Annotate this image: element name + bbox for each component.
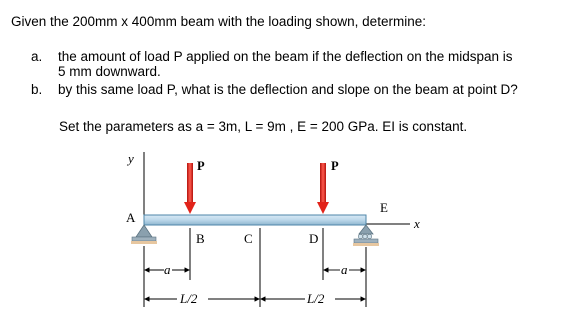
- item-b-text: by this same load P, what is the deflection and slope on the beam at point D?: [58, 82, 518, 97]
- parameters-text: Set the parameters as a = 3m, L = 9m , E = 200 GPa. EI is constant.: [59, 119, 468, 134]
- x-axis-label: x: [414, 216, 420, 231]
- point-label-a: A: [126, 210, 136, 225]
- load-label-b: P: [197, 159, 205, 173]
- item-a-text-line1: the amount of load P applied on the beam if the deflection on the midspan is: [58, 49, 513, 64]
- load-arrow-d: [317, 163, 329, 214]
- point-label-b: B: [196, 231, 205, 246]
- item-a-text-line2: 5 mm downward.: [58, 64, 161, 79]
- load-label-d: P: [331, 159, 339, 173]
- dim-half-left-label: L/2: [180, 291, 198, 306]
- roller-support-right: [353, 225, 379, 246]
- dim-a-right-label: a: [341, 262, 348, 277]
- pin-support-left: [131, 225, 157, 244]
- dim-a-left-label: a: [164, 262, 171, 277]
- point-label-c: C: [244, 231, 253, 246]
- item-b-marker: b.: [31, 82, 43, 97]
- point-label-d: D: [309, 231, 319, 246]
- dim-half-right-label: L/2: [307, 291, 325, 306]
- point-label-e: E: [380, 200, 388, 215]
- problem-intro: Given the 200mm x 400mm beam with the loading shown, determine:: [11, 14, 426, 29]
- load-arrow-b: [184, 163, 196, 214]
- y-axis-label: y: [128, 151, 134, 166]
- item-a-marker: a.: [31, 49, 43, 64]
- beam: [144, 215, 366, 225]
